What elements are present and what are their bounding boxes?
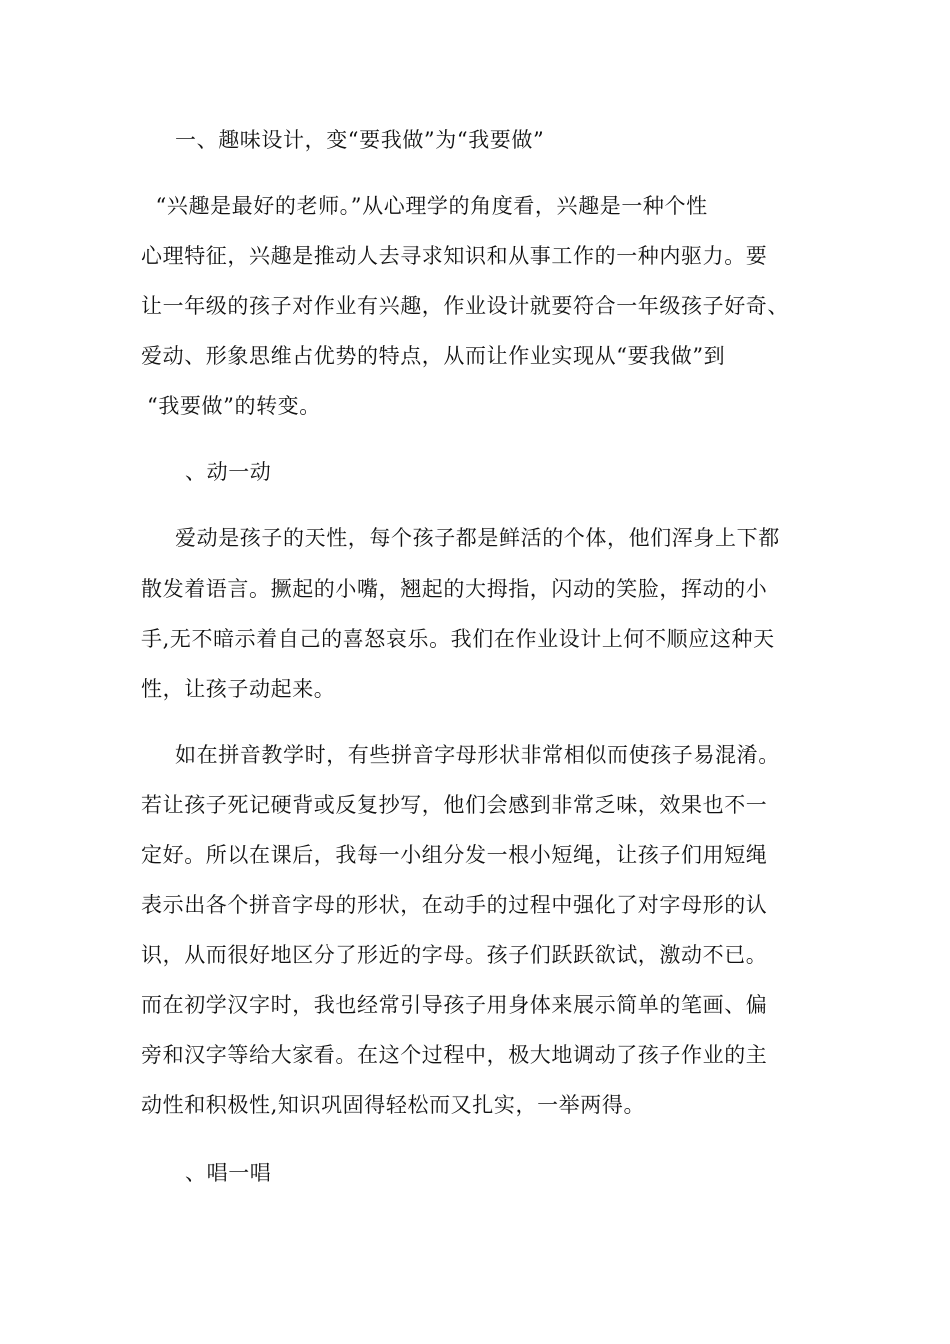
paragraph-line: 旁和汉字等给大家看。在这个过程中，极大地调动了孩子作业的主	[141, 1043, 768, 1067]
paragraph-line: 散发着语言。撅起的小嘴，翘起的大拇指，闪动的笑脸，挥动的小	[141, 577, 768, 601]
paragraph-line: 心理特征，兴趣是推动人去寻求知识和从事工作的一种内驱力。要	[141, 244, 768, 268]
paragraph-line: 识，从而很好地区分了形近的字母。孩子们跃跃欲试，激动不已。	[141, 943, 768, 967]
paragraph-line: 若让孩子死记硬背或反复抄写，他们会感到非常乏味，效果也不一	[141, 793, 768, 817]
paragraph-line: 爱动、形象思维占优势的特点，从而让作业实现从“要我做”到	[141, 344, 726, 368]
paragraph-line: 动性和积极性,知识巩固得轻松而又扎实，一举两得。	[141, 1093, 646, 1117]
paragraph-line: 爱动是孩子的天性，每个孩子都是鲜活的个体，他们浑身上下都	[175, 526, 780, 550]
section-heading: 一、趣味设计，变“要我做”为“我要做”	[175, 128, 545, 152]
paragraph-line: 性，让孩子动起来。	[141, 677, 336, 701]
paragraph-line: 定好。所以在课后，我每一小组分发一根小短绳，让孩子们用短绳	[141, 843, 768, 867]
subsection-heading: 、动一动	[185, 460, 272, 484]
paragraph-line: “兴趣是最好的老师。”从心理学的角度看，兴趣是一种个性	[141, 194, 708, 218]
paragraph-line: 表示出各个拼音字母的形状，在动手的过程中强化了对字母形的认	[141, 893, 768, 917]
subsection-heading: 、唱一唱	[185, 1161, 272, 1185]
paragraph-line: 而在初学汉字时，我也经常引导孩子用身体来展示简单的笔画、偏	[141, 993, 768, 1017]
paragraph-line: “我要做”的转变。	[147, 394, 321, 418]
paragraph-line: 让一年级的孩子对作业有兴趣，作业设计就要符合一年级孩子好奇、	[141, 294, 789, 318]
paragraph-line: 手,无不暗示着自己的喜怒哀乐。我们在作业设计上何不顺应这种天	[141, 627, 775, 651]
paragraph-line: 如在拼音教学时，有些拼音字母形状非常相似而使孩子易混淆。	[175, 743, 780, 767]
